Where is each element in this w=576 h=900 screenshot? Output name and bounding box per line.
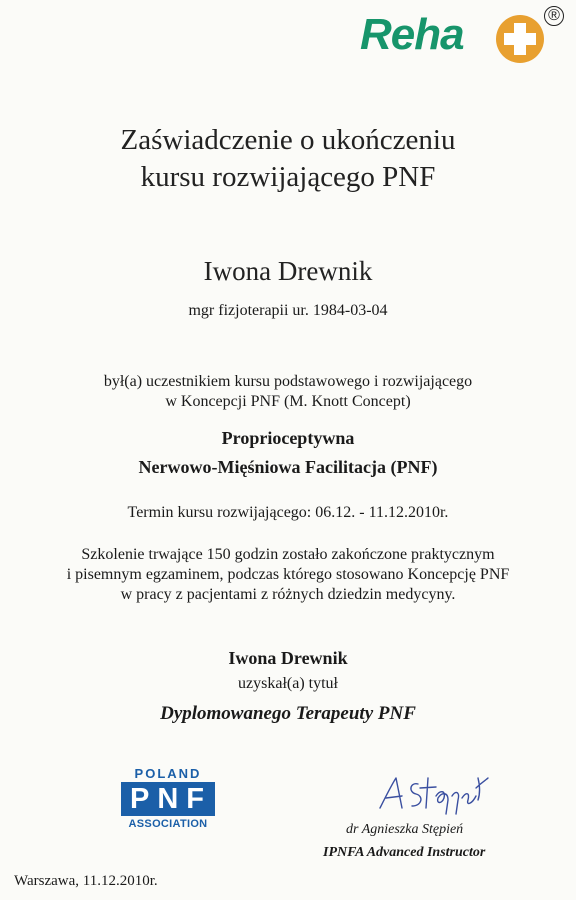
signatory-role: IPNFA Advanced Instructor: [323, 845, 486, 860]
place-and-date: Warszawa, 11.12.2010r.: [14, 873, 158, 889]
course-term: Termin kursu rozwijającego: 06.12. - 11.12.2010r.: [127, 504, 449, 521]
title-line-1: Zaświadczenie o ukończeniu: [120, 124, 456, 156]
recipient-name: Iwona Drewnik: [203, 256, 373, 286]
training-line-2: i pisemnym egzaminem, podczas którego stosowano Koncepcję PNF: [66, 566, 510, 583]
signatory-name: dr Agnieszka Stępień: [346, 822, 464, 837]
course-name-line-2: Nerwowo-Mięśniowa Facilitacja (PNF): [138, 457, 438, 477]
association-logo-top: POLAND: [134, 766, 202, 781]
association-logo-middle: PNF: [121, 782, 215, 816]
plus-icon: [495, 14, 545, 64]
diploma-title: Dyplomowanego Terapeuty PNF: [160, 703, 416, 724]
training-line-3: w pracy z pacjentami z różnych dziedzin medycyny.: [120, 586, 456, 603]
participation-line-2: w Koncepcji PNF (M. Knott Concept): [165, 393, 411, 410]
participation-line-1: był(a) uczestnikiem kursu podstawowego i rozwijającego: [103, 373, 473, 390]
training-description: [0, 545, 576, 605]
signature-image: [372, 770, 492, 816]
recipient-name-repeat: Iwona Drewnik: [228, 648, 348, 668]
course-name-line-1: Proprioceptywna: [221, 428, 355, 448]
certificate-title: [0, 122, 576, 196]
pnf-association-logo: [121, 767, 215, 831]
registered-mark: ®: [544, 6, 564, 26]
training-line-1: Szkolenie trwające 150 godzin zostało zakończone praktycznym: [81, 546, 495, 563]
title-line-2: kursu rozwijającego PNF: [140, 161, 436, 193]
participation-text: [0, 372, 576, 412]
recipient-details: mgr fizjoterapii ur. 1984-03-04: [188, 302, 388, 319]
reha-logo-text: Reha: [360, 10, 464, 59]
reha-logo: [360, 6, 570, 68]
earned-title-text: uzyskał(a) tytuł: [238, 675, 338, 692]
association-logo-bottom: ASSOCIATION: [128, 818, 208, 830]
